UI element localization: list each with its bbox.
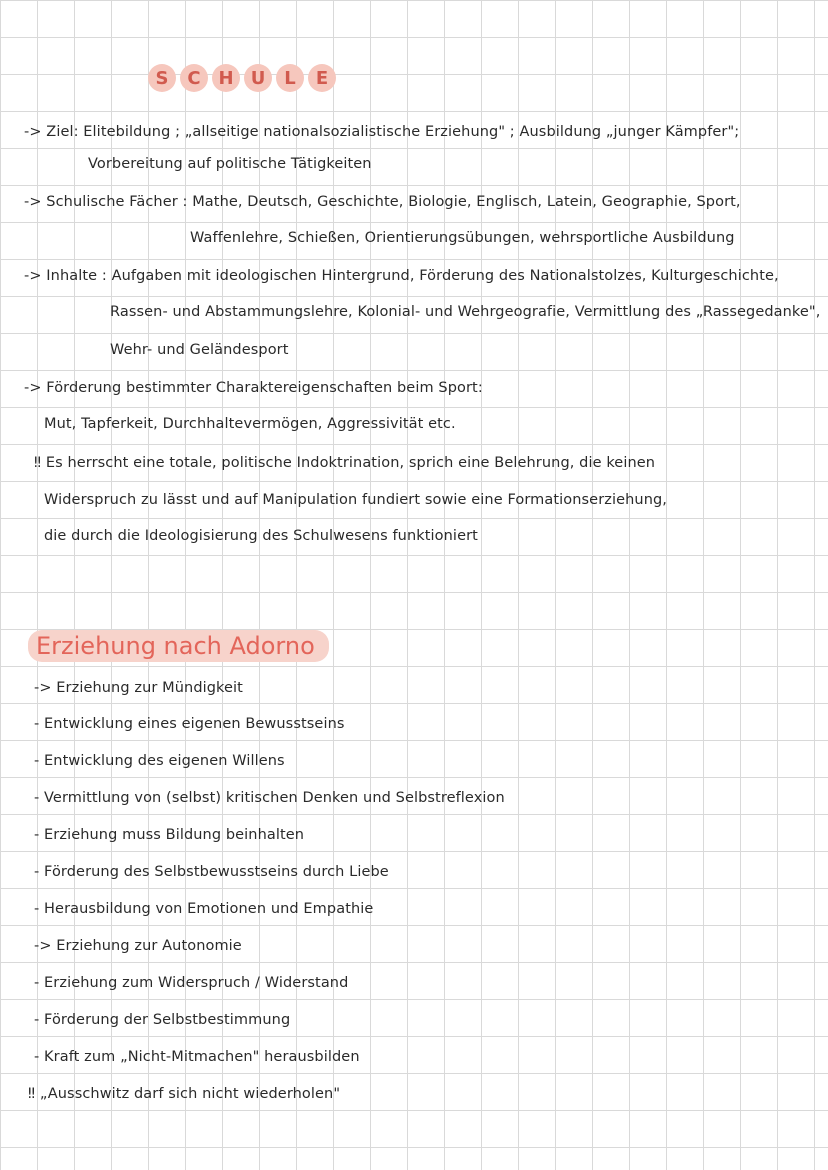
title-letter: H [212,64,240,92]
inhalte-line-cont: Rassen- und Abstammungslehre, Kolonial- und Wehrgeografie, Vermittlung des „Rassegedanke", [110,304,821,320]
adorno-item: - Erziehung muss Bildung beinhalten [34,827,305,843]
title-letter: U [244,64,272,92]
indoktrination-line-cont: Widerspruch zu lässt und auf Manipulation fundiert sowie eine Formationserziehung, [44,492,668,508]
adorno-item: - Vermittlung von (selbst) kritischen Denken und Selbstreflexion [34,790,505,806]
faecher-line-cont: Waffenlehre, Schießen, Orientierungsübungen, wehrsportliche Ausbildung [190,230,735,246]
adorno-item: - Entwicklung des eigenen Willens [34,753,285,769]
adorno-item: - Herausbildung von Emotionen und Empathie [34,901,374,917]
adorno-item: - Förderung des Selbstbewusstseins durch Liebe [34,864,389,880]
title-letter: E [308,64,336,92]
title-letter: L [276,64,304,92]
faecher-line: -> Schulische Fächer : Mathe, Deutsch, Geschichte, Biologie, Englisch, Latein, Geographie, Sport, [24,194,741,210]
adorno-item: - Kraft zum „Nicht-Mitmachen" herausbilden [34,1049,360,1065]
ziel-line: -> Ziel: Elitebildung ; „allseitige nationalsozialistische Erziehung" ; Ausbildung „junger Kämpfer"; [24,124,740,140]
adorno-item: -> Erziehung zur Autonomie [34,938,242,954]
indoktrination-line-cont2: die durch die Ideologisierung des Schulwesens funktioniert [44,528,478,544]
adorno-item: ‼ „Ausschwitz darf sich nicht wiederholen" [28,1086,341,1102]
foerderung-line: -> Förderung bestimmter Charaktereigenschaften beim Sport: [24,380,483,396]
adorno-heading: Erziehung nach Adorno [28,630,329,662]
ziel-line-cont: Vorbereitung auf politische Tätigkeiten [88,156,372,172]
inhalte-line-cont2: Wehr- und Geländesport [110,342,289,358]
indoktrination-line: ‼ Es herrscht eine totale, politische Indoktrination, sprich eine Belehrung, die keinen [34,455,656,471]
schule-title [148,64,336,92]
title-letter: S [148,64,176,92]
adorno-item: - Förderung der Selbstbestimmung [34,1012,291,1028]
adorno-item: - Erziehung zum Widerspruch / Widerstand [34,975,349,991]
foerderung-line-cont: Mut, Tapferkeit, Durchhaltevermögen, Aggressivität etc. [44,416,456,432]
inhalte-line: -> Inhalte : Aufgaben mit ideologischen Hintergrund, Förderung des Nationalstolzes, Kulturgeschichte, [24,268,779,284]
adorno-item: - Entwicklung eines eigenen Bewusstseins [34,716,345,732]
adorno-item: -> Erziehung zur Mündigkeit [34,680,243,696]
title-letter: C [180,64,208,92]
